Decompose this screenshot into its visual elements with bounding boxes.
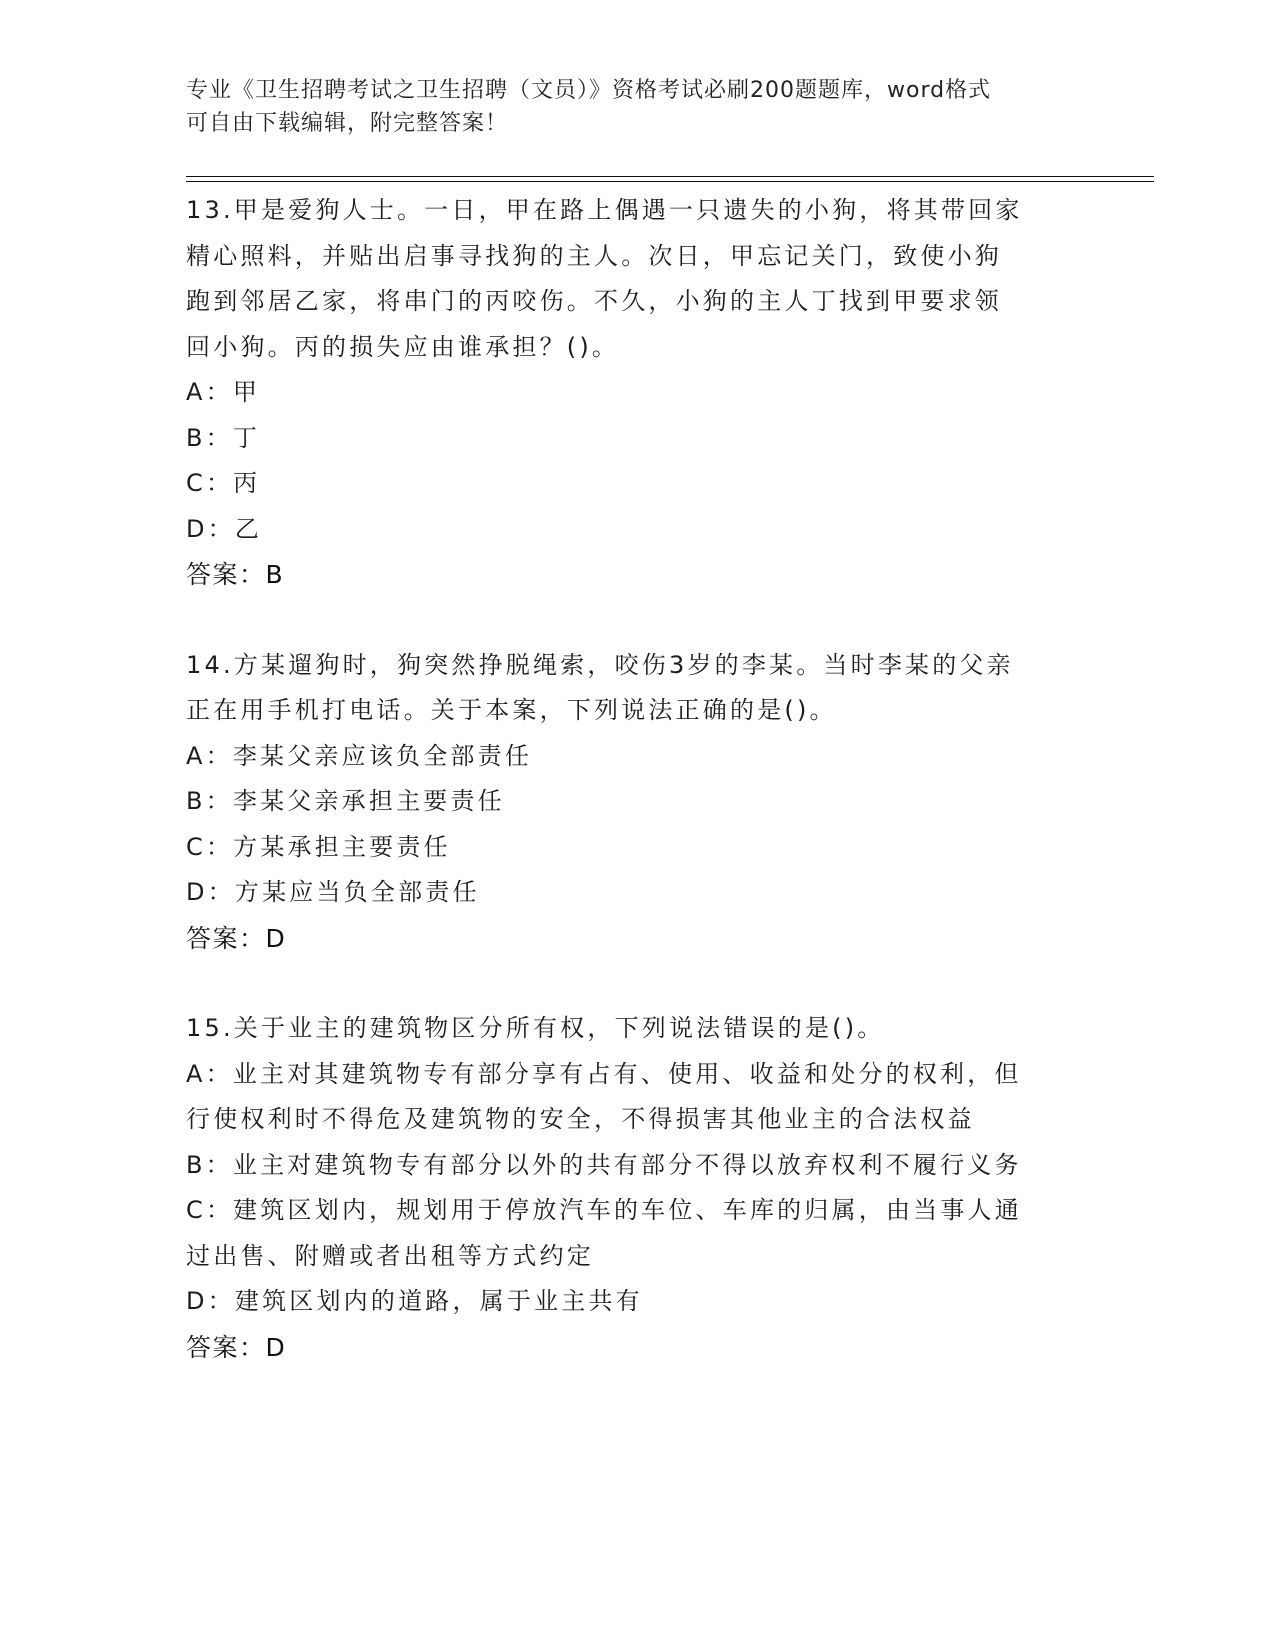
option-c: C：建筑区划内，规划用于停放汽车的车位、车库的归属，由当事人通	[186, 1196, 1022, 1224]
header-title-line-1: 专业《卫生招聘考试之卫生招聘（文员）》资格考试必刷200题题库，word格式	[186, 78, 992, 103]
option-a: A：李某父亲应该负全部责任	[186, 741, 533, 770]
option-b: B：李某父亲承担主要责任	[186, 787, 505, 815]
question-stem-line: 15.关于业主的建筑物区分所有权，下列说法错误的是()。	[186, 1014, 885, 1042]
option-a: A：甲	[186, 378, 261, 406]
option-d: D：方某应当负全部责任	[186, 878, 480, 906]
answer-label: 答案：B	[186, 560, 285, 589]
option-b: B：丁	[186, 423, 261, 452]
answer-label: 答案：D	[186, 923, 287, 953]
option-b: B：业主对建筑物专有部分以外的共有部分不得以放弃权利不履行义务	[186, 1150, 1022, 1179]
question-stem-line: 13.甲是爱狗人士。一日，甲在路上偶遇一只遗失的小狗，将其带回家	[186, 196, 1023, 224]
answer-label: 答案：D	[186, 1332, 287, 1362]
question-list	[186, 188, 1086, 1370]
option-a: A：业主对其建筑物专有部分享有占有、使用、收益和处分的权利，但	[186, 1059, 1022, 1088]
question-stem-line: 14.方某遛狗时，狗突然挣脱绳索，咬伤3岁的李某。当时李某的父亲	[186, 650, 1014, 679]
option-c: C：方某承担主要责任	[186, 832, 451, 861]
header-title-line-2: 可自由下载编辑，附完整答案！	[186, 111, 509, 136]
document-header	[186, 74, 1086, 140]
question-13	[186, 188, 1086, 598]
header-divider-top	[186, 176, 1154, 177]
question-15	[186, 1006, 1086, 1370]
option-d: D：建筑区划内的道路，属于业主共有	[186, 1287, 643, 1315]
question-stem-line: 正在用手机打电话。关于本案，下列说法正确的是()。	[186, 696, 837, 724]
option-c: C：丙	[186, 469, 261, 497]
question-stem-line: 精心照料，并贴出启事寻找狗的主人。次日，甲忘记关门，致使小狗	[186, 241, 1002, 270]
question-stem-line: 回小狗。丙的损失应由谁承担？()。	[186, 332, 620, 361]
question-stem-line: 跑到邻居乙家，将串门的丙咬伤。不久，小狗的主人丁找到甲要求领	[186, 287, 1002, 315]
question-14	[186, 643, 1086, 962]
header-divider-bottom	[186, 181, 1154, 182]
option-d: D：乙	[186, 514, 263, 543]
option-a-continued: 行使权利时不得危及建筑物的安全，不得损害其他业主的合法权益	[186, 1105, 975, 1133]
option-c-continued: 过出售、附赠或者出租等方式约定	[186, 1241, 594, 1270]
